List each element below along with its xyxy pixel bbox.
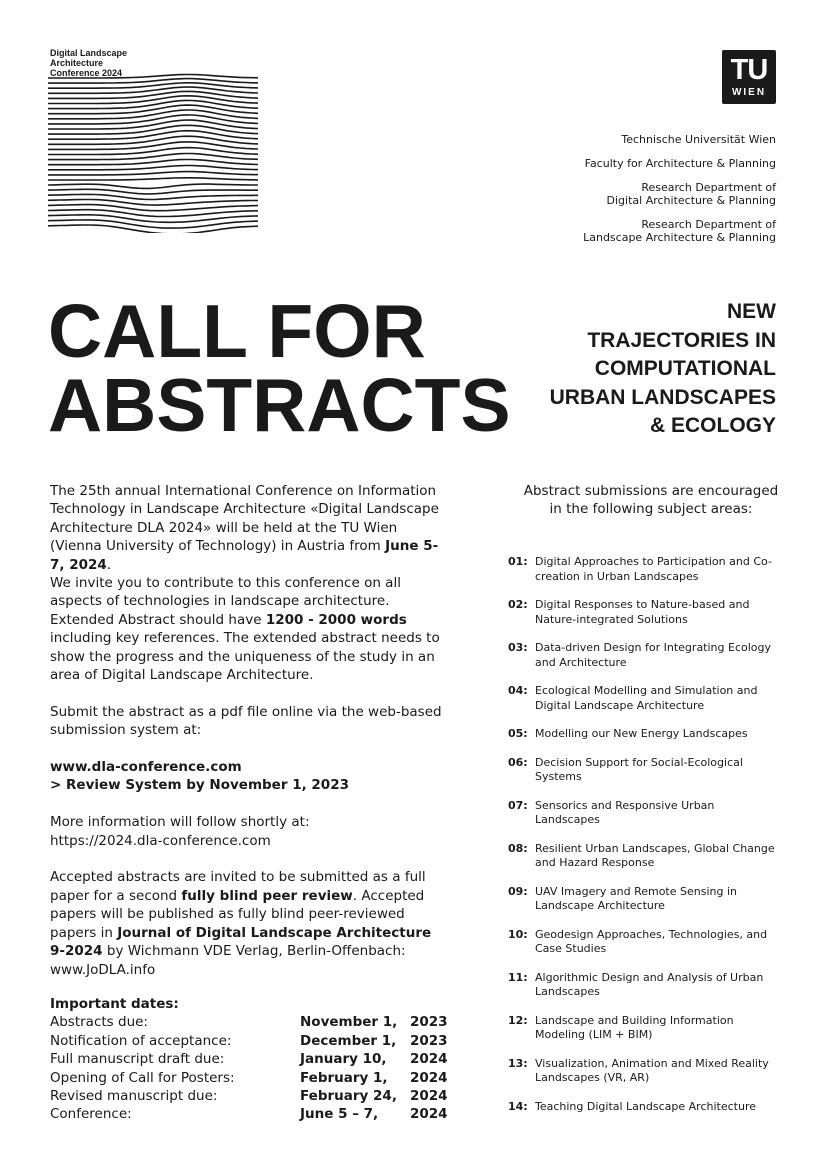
topic-item [508, 598, 778, 627]
wave-line [48, 194, 258, 199]
topic-text: Landscape and Building Information Modeling (LIM + BIM) [535, 1013, 734, 1041]
wave-line [48, 184, 258, 188]
important-dates [50, 995, 450, 1124]
date-value: January 10, [300, 1051, 387, 1068]
intro-text: The 25th annual International Conference on Information Technology in Landscape Architecture «Digital Landscape Architecture DLA 2024» will be held at the TU Wien (Vienna University of Technology) in Austria from [50, 483, 439, 555]
theme-line-5: & ECOLOGY [649, 414, 776, 437]
wave-line [48, 178, 258, 180]
topic-number: 08: [508, 841, 528, 855]
conference-dates: June 5-7, 2024 [50, 538, 439, 573]
date-year: 2023 [410, 1014, 448, 1031]
topic-item [508, 885, 778, 914]
topic-text: Digital Approaches to Participation and Co-creation in Urban Landscapes [535, 555, 772, 583]
topic-number: 11: [508, 970, 528, 984]
affiliation-faculty: Faculty for Architecture & Planning [584, 157, 776, 170]
topic-number: 10: [508, 927, 528, 941]
topic-number: 06: [508, 755, 528, 769]
topic-number: 01: [508, 555, 528, 568]
affiliation-digital-dept: Research Department of Digital Architecture & Planning [606, 181, 776, 207]
wave-line [48, 166, 258, 170]
tu-logo-wien: WIEN [731, 87, 767, 98]
topic-item [508, 1057, 778, 1086]
publication-text-1: Accepted abstracts are invited to be submitted as a full paper for a second [50, 869, 426, 904]
topic-item [508, 555, 778, 584]
submit-paragraph: Submit the abstract as a pdf file online via the web-based submission system at: [50, 703, 442, 739]
date-value: December 1, [300, 1032, 397, 1049]
wave-lines-logo-graphic [48, 58, 263, 233]
affiliation-university: Technische Universität Wien [621, 133, 776, 146]
topic-text: Modelling our New Energy Landscapes [535, 727, 748, 740]
logo-line-1: Digital Landscape [50, 48, 128, 58]
date-row [50, 1013, 450, 1031]
date-label: Opening of Call for Posters: [50, 1069, 235, 1086]
topic-text: Decision Support for Social-Ecological Systems [535, 755, 743, 783]
blind-review-text: fully blind peer review [181, 887, 353, 904]
topic-item [508, 1014, 778, 1043]
wave-line [48, 142, 258, 150]
intro-period: . [106, 556, 112, 573]
date-year: 2023 [410, 1032, 448, 1049]
topic-text: Ecological Modelling and Simulation and Digital Landscape Architecture [535, 684, 758, 712]
topic-number: 07: [508, 798, 528, 812]
topic-number: 12: [508, 1013, 528, 1027]
abstract-requirements: including key references. The extended abstract needs to show the progress and the uniqueness of the study in an area of Digital Landscape Architecture. [50, 630, 440, 684]
more-info-text: More information will follow shortly at: [50, 814, 310, 831]
date-label: Full manuscript draft due: [50, 1051, 225, 1068]
wave-line [48, 172, 258, 175]
topic-text: Resilient Urban Landscapes, Global Change and Hazard Response [535, 841, 775, 869]
topic-number: 05: [508, 727, 528, 740]
more-info-paragraph [50, 813, 450, 850]
topic-item [508, 842, 778, 871]
topic-number: 03: [508, 641, 528, 654]
date-label: Conference: [50, 1106, 132, 1123]
wave-line [48, 75, 258, 79]
topic-number: 04: [508, 684, 528, 697]
topic-item [508, 928, 778, 957]
date-value: November 1, [300, 1014, 398, 1031]
logo-line-2: Architecture [50, 58, 104, 68]
wave-line [48, 96, 258, 104]
invite-text: We invite you to contribute to this conference on all aspects of technologies in landscape architecture. Extended Abstract should have [50, 575, 401, 628]
wave-line [48, 131, 258, 140]
topic-item [508, 727, 778, 742]
wave-line [48, 100, 258, 108]
affiliation-landscape-dept: Research Department of Landscape Architecture & Planning [583, 218, 776, 244]
topic-item [508, 756, 778, 785]
topic-text: Geodesign Approaches, Technologies, and Case Studies [535, 927, 768, 955]
topic-text: Data-driven Design for Integrating Ecology and Architecture [535, 641, 772, 669]
date-row [50, 1069, 450, 1087]
topic-text: Sensorics and Responsive Urban Landscapes [535, 798, 715, 826]
affiliations [456, 133, 776, 255]
review-system-deadline: > Review System by November 1, 2023 [50, 777, 349, 794]
date-row [50, 1050, 450, 1068]
date-row [50, 1105, 450, 1123]
date-value: February 1, [300, 1069, 388, 1086]
conference-theme [476, 298, 776, 441]
date-year: 2024 [410, 1051, 448, 1068]
theme-line-1: NEW [727, 300, 776, 323]
submission-links [50, 758, 450, 795]
theme-line-2: TRAJECTORIES IN [587, 328, 776, 352]
date-row [50, 1087, 450, 1105]
topic-text: UAV Imagery and Remote Sensing in Landscape Architecture [535, 884, 737, 912]
topic-text: Visualization, Animation and Mixed Reality Landscapes (VR, AR) [535, 1056, 769, 1084]
page-title [48, 289, 511, 447]
topic-item [508, 1100, 778, 1115]
logo-line-3: Conference 2024 [50, 68, 123, 78]
wave-line [48, 136, 258, 144]
topic-item [508, 971, 778, 1000]
topic-item [508, 641, 778, 670]
theme-line-3: COMPUTATIONAL [594, 357, 776, 380]
dates-heading: Important dates: [50, 996, 179, 1012]
intro-paragraph [50, 482, 450, 684]
word-count: 1200 - 2000 words [265, 611, 407, 628]
date-row [50, 1032, 450, 1050]
wave-line [48, 225, 258, 233]
date-year: 2024 [410, 1106, 448, 1123]
topic-number: 13: [508, 1056, 528, 1070]
journal-name: Journal of Digital Landscape Architecture 9-2024 [50, 924, 432, 960]
publisher-text: by Wichmann VDE Verlag, Berlin-Offenbach: www.JoDLA.info [50, 943, 406, 978]
tu-wien-logo [722, 50, 776, 104]
body-text [50, 482, 450, 997]
topic-text: Digital Responses to Nature-based and Nature-integrated Solutions [535, 598, 750, 626]
info-url-link[interactable]: https://2024.dla-conference.com [50, 832, 271, 849]
title-line-1: CALL FOR [48, 289, 426, 373]
submission-url-link[interactable]: www.dla-conference.com [50, 759, 242, 776]
topics-intro: Abstract submissions are encouraged in the following subject areas: [523, 483, 779, 518]
topic-item [508, 799, 778, 828]
publication-text-2: . Accepted papers will be published as fully blind peer-reviewed papers in [50, 887, 425, 941]
date-value: February 24, [300, 1087, 397, 1104]
tu-logo-letters: TU [730, 54, 768, 86]
publication-paragraph [50, 868, 450, 978]
topic-text: Algorithmic Design and Analysis of Urban Landscapes [535, 970, 764, 998]
wave-line [48, 189, 258, 194]
topic-text: Teaching Digital Landscape Architecture [535, 1099, 756, 1113]
date-label: Abstracts due: [50, 1014, 148, 1031]
topics-list [508, 555, 778, 1114]
date-label: Revised manuscript due: [50, 1087, 218, 1104]
topic-number: 02: [508, 598, 528, 611]
theme-line-4: URBAN LANDSCAPES [549, 385, 776, 409]
title-line-2: ABSTRACTS [48, 363, 511, 447]
topic-number: 14: [508, 1099, 528, 1113]
topic-item [508, 684, 778, 713]
date-value: June 5 – 7, [300, 1106, 379, 1123]
date-year: 2024 [410, 1069, 448, 1086]
wave-line [48, 79, 258, 84]
topic-number: 09: [508, 884, 528, 898]
date-year: 2024 [410, 1087, 448, 1104]
date-label: Notification of acceptance: [50, 1032, 232, 1049]
wave-line [48, 91, 258, 98]
